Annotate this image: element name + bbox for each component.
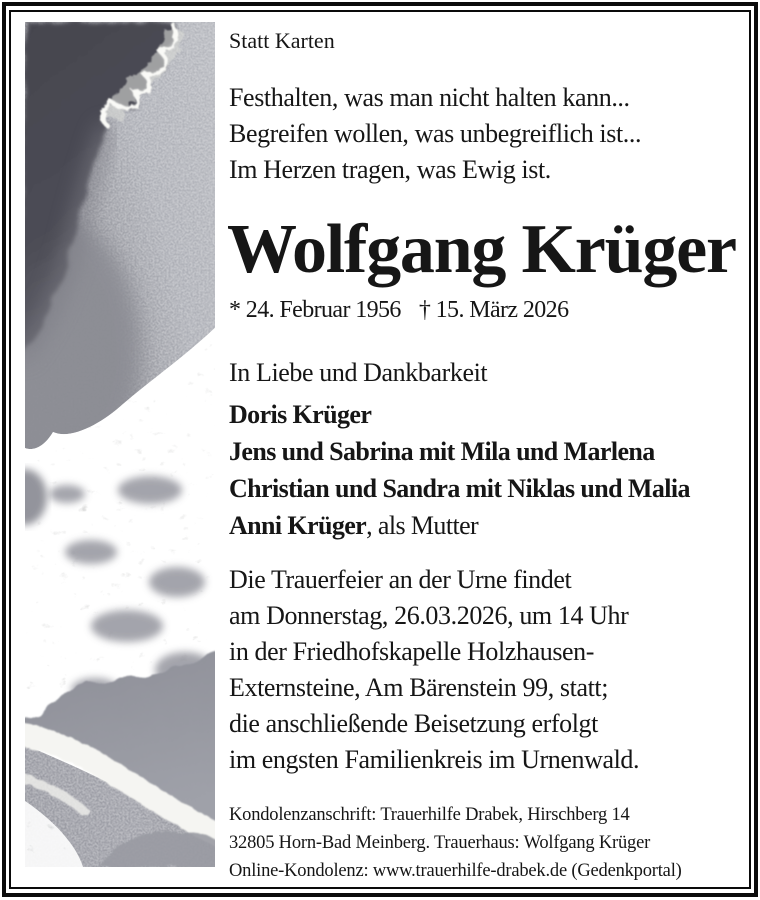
funeral-line-1: Die Trauerfeier an der Urne findet [229, 565, 572, 594]
condolence-line-3: Online-Kondolenz: www.trauerhilfe-drabek.de (Gedenkportal) [229, 861, 682, 881]
mourner-line-1: Doris Krüger [229, 400, 372, 429]
funeral-line-6: im engsten Familienkreis im Urnenwald. [229, 745, 640, 774]
poem [229, 80, 641, 188]
condolence-line-1: Kondolenzanschrift: Trauerhilfe Drabek, Hirschberg 14 [229, 805, 630, 825]
funeral-line-2: am Donnerstag, 26.03.2026, um 14 Uhr [229, 601, 629, 630]
birth-date: * 24. Februar 1956 [229, 297, 401, 323]
pre-line: Statt Karten [229, 28, 335, 53]
intro-line: In Liebe und Dankbarkeit [229, 358, 488, 387]
mourner-line-3: Christian und Sandra mit Niklas und Malia [229, 474, 690, 503]
condolence-line-2: 32805 Horn-Bad Meinberg. Trauerhaus: Wolfgang Krüger [229, 833, 651, 853]
mourners-list [229, 396, 690, 544]
poem-line-3: Im Herzen tragen, was Ewig ist. [229, 155, 551, 184]
condolence-info [229, 801, 682, 885]
life-dates [229, 295, 568, 325]
poem-line-1: Festhalten, was man nicht halten kann... [229, 83, 630, 112]
funeral-line-4: Externsteine, Am Bärenstein 99, statt; [229, 673, 609, 702]
funeral-line-3: in der Friedhofskapelle Holzhausen- [229, 637, 595, 666]
poem-line-2: Begreifen wollen, was unbegreiflich ist... [229, 119, 642, 148]
death-date: † 15. März 2026 [418, 297, 569, 323]
beach-waves-photo [25, 22, 215, 867]
funeral-info [229, 562, 639, 778]
mourner-line-4: Anni Krüger, als Mutter [229, 511, 479, 540]
mourner-line-2: Jens und Sabrina mit Mila und Marlena [229, 437, 655, 466]
funeral-line-5: die anschließende Beisetzung erfolgt [229, 709, 598, 738]
deceased-name: Wolfgang Krüger [227, 211, 736, 288]
